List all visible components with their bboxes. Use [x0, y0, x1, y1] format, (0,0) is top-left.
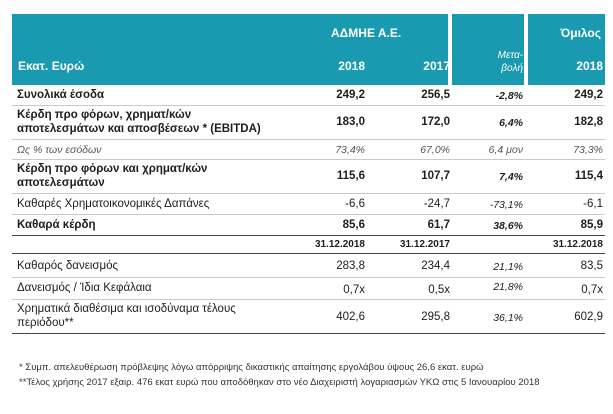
value-group: 182,8 — [574, 116, 603, 128]
table-row — [12, 160, 605, 194]
value-group: 83,5 — [580, 260, 603, 272]
row-label-line1: Κέρδη προ φόρων, χρηματ/κών — [17, 109, 192, 121]
row-label: Καθαρές Χρηματοικονομικές Δαπάνες — [17, 198, 210, 210]
value-group: 115,4 — [574, 170, 603, 182]
value-change: 21,1% — [493, 261, 523, 273]
header-separator — [448, 14, 452, 85]
table-row — [12, 85, 605, 106]
change-header-l1: Μετα- — [497, 50, 523, 61]
value-2017: 172,0 — [421, 116, 450, 128]
value-change: -73,1% — [489, 199, 523, 211]
value-group: -6,1 — [583, 198, 603, 210]
footnote-1: * Συμπ. απελευθέρωση πρόβλεψης λόγω απόρριψης δικαστικής απαίτησης εργολάβου ύψους 26,6 εκατ. ευρώ — [19, 362, 484, 373]
col-2018-header: 2018 — [338, 59, 365, 73]
value-change: 6,4% — [499, 117, 523, 129]
value-group: 0,7x — [581, 284, 603, 296]
group-2018-header: 2018 — [576, 59, 603, 73]
row-label-line1: Χρηματικά διαθέσιμα και ισοδύναμα τέλους — [17, 303, 236, 315]
row-label: Ως % των εσόδων — [17, 144, 102, 156]
date-row — [12, 236, 605, 254]
value-2017: 234,4 — [421, 260, 450, 272]
value-change: 21,8% — [493, 281, 523, 293]
table-row — [12, 278, 605, 300]
value-2017: 61,7 — [427, 219, 450, 231]
group-header: Όμιλος — [560, 26, 601, 40]
row-label: Συνολικά έσοδα — [17, 89, 105, 101]
value-change: 36,1% — [493, 312, 523, 324]
value-change: -2,8% — [495, 90, 523, 102]
date-2017: 31.12.2017 — [399, 239, 450, 250]
table-row — [12, 194, 605, 215]
row-label: Καθαρός δανεισμός — [17, 260, 119, 272]
value-2018: 283,8 — [336, 260, 365, 272]
value-2018: 402,6 — [336, 311, 365, 323]
value-group: 602,9 — [574, 311, 603, 323]
table-row — [12, 300, 605, 334]
value-2018: 115,6 — [336, 170, 365, 182]
value-change: 7,4% — [499, 171, 523, 183]
row-label-line2: αποτελεσμάτων — [17, 177, 105, 189]
value-2017: -24,7 — [423, 198, 450, 210]
row-label: Καθαρά κέρδη — [17, 219, 96, 231]
value-2017: 0,5x — [428, 284, 450, 296]
table-row — [12, 254, 605, 278]
value-2017: 107,7 — [421, 170, 450, 182]
value-group: 73,3% — [573, 144, 603, 156]
company-header: ΑΔΜΗΕ Α.Ε. — [331, 26, 402, 40]
value-2017: 67,0% — [420, 144, 450, 156]
unit-label: Εκατ. Ευρώ — [18, 59, 85, 73]
table-row — [12, 215, 605, 236]
value-2018: 73,4% — [335, 144, 365, 156]
row-label-line1: Κέρδη προ φόρων και χρηματ/κών — [17, 163, 208, 175]
value-group: 85,9 — [580, 219, 603, 231]
date-group: 31.12.2018 — [552, 239, 603, 250]
value-2018: 0,7x — [343, 284, 365, 296]
row-label-line2: αποτελεσμάτων και αποσβέσεων * (EBITDA) — [17, 123, 261, 135]
value-2018: 85,6 — [342, 219, 365, 231]
value-2017: 295,8 — [421, 311, 450, 323]
table-row — [12, 140, 605, 160]
header-separator — [524, 14, 528, 85]
table-header — [12, 14, 605, 85]
value-2018: 249,2 — [336, 89, 365, 101]
financial-table — [12, 14, 605, 334]
value-change: 38,6% — [493, 220, 523, 232]
value-change: 6,4 μον — [488, 144, 523, 156]
row-label-line2: περιόδου** — [17, 317, 74, 329]
footnote-2: **Τέλος χρήσης 2017 εξαιρ. 476 εκατ ευρώ που αποδόθηκαν στο νέο Διαχειριστή λογαριασμών ΥΚΩ στις 5 Ιανουαρίου 2018 — [19, 377, 540, 388]
table-row — [12, 106, 605, 140]
col-2017-header: 2017 — [423, 59, 450, 73]
value-group: 249,2 — [574, 89, 603, 101]
value-2017: 256,5 — [421, 89, 450, 101]
change-header-l2: βολή — [501, 63, 523, 74]
value-2018: 183,0 — [336, 116, 365, 128]
value-2018: -6,6 — [345, 198, 365, 210]
date-2018: 31.12.2018 — [314, 239, 365, 250]
row-label: Δανεισμός / Ίδια Κεφάλαια — [17, 282, 152, 294]
